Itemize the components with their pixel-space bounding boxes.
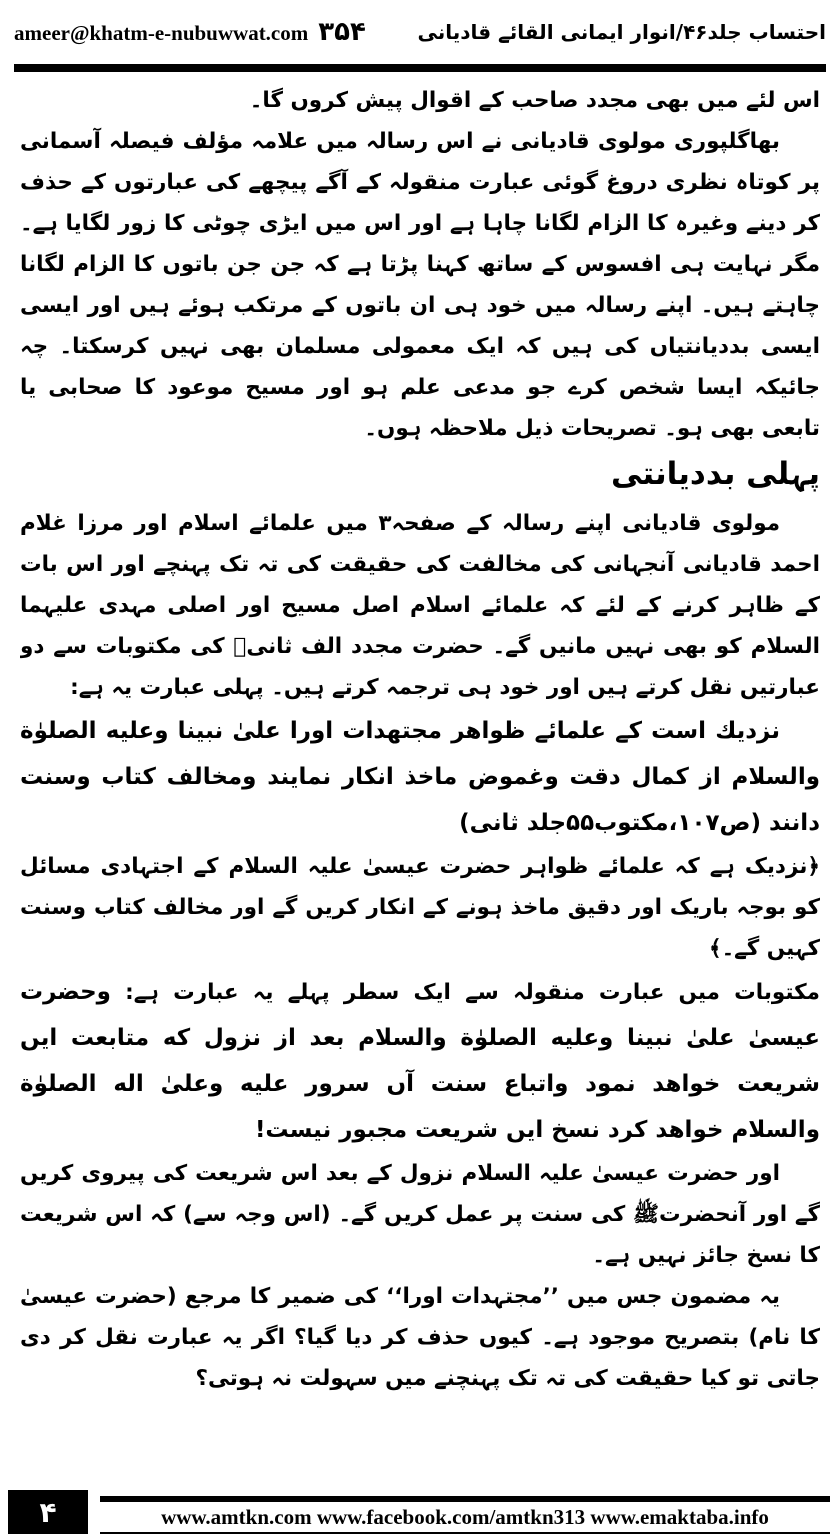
header-left	[14, 17, 366, 47]
header-rule	[14, 64, 826, 72]
paragraph-maktubat-lead: مکتوبات میں عبارت منقولہ سے ایک سطر پہلے یہ عبارت ہے:	[125, 980, 820, 1005]
quoted-passage-1-text: نزدیك است كے علمائے ظواهر مجتهدات اورا علیٰ نبینا وعلیه الصلوٰة والسلام از كمال دقت وغموض ماخذ انكار نمایند ومخالف كتاب وسنت دانند	[20, 718, 820, 836]
header-book-title: احتساب جلد۴۶/انوار ایمانی القائے قادیانی	[417, 20, 826, 44]
header-email[interactable]: ameer@khatm-e-nubuwwat.com	[14, 21, 309, 45]
paragraph-first-dishonesty: مولوی قادیانی اپنے رسالہ کے صفحہ۳ میں علمائے اسلام اور مرزا غلام احمد قادیانی آنجہانی کی مخالفت کی حقیقت کی تہ تک پہنچے اور اس بات کے ظاہر کرنے کے لئے کہ علمائے اسلام اصل مسیح اور اصلی مہدی علیہما السلام کو بھی نہیں مانیں گے۔ حضرت مجدد الف ثانیؒ کی مکتوبات سے دو عبارتیں نقل کرتے ہیں اور خود ہی ترجمہ کرتے ہیں۔ پہلی عبارت یہ ہے:	[20, 511, 820, 700]
footer-page-number: ۴	[8, 1490, 88, 1534]
paragraph-maktubat	[20, 969, 820, 1153]
footer-rule-top	[100, 1496, 830, 1502]
page-header	[14, 4, 826, 60]
quoted-passage-2: وحضرت عیسیٰ علیٰ نبینا وعلیه الصلوٰة والسلام بعد از نزول كه متابعت ایں شریعت خواهد نمود واتباع سنت آں سرور علیه وعلیٰ اله الصلوٰة والسلام خواهد كرد نسخ ایں شریعت مجبور نیست!	[20, 979, 820, 1143]
paragraph-conclusion: یہ مضمون جس میں ’’مجتہدات اورا‘‘ کی ضمیر کا مرجع (حضرت عیسیٰ کا نام) بتصریح موجود ہے۔ کیوں حذف کر دیا گیا؟ اگر یہ عبارت نقل کر دی جاتی تو کیا حقیقت کی تہ تک پہنچنے میں سہولت نہ ہوتی؟	[20, 1284, 820, 1391]
footer-urls[interactable]: www.amtkn.com www.facebook.com/amtkn313 www.emaktaba.info	[161, 1505, 769, 1529]
paragraph-accusation: بھاگلپوری مولوی قادیانی نے اس رسالہ میں علامہ مؤلف فیصلہ آسمانی پر کوتاہ نظری دروغ گوئی عبارت منقولہ کے آگے پیچھے کی عبارتوں کے حذف کر دینے وغیرہ کا الزام لگانا چاہا ہے اور اس میں ایڑی چوٹی کا زور لگایا ہے۔ مگر نہایت ہی افسوس کے ساتھ کہنا پڑتا ہے کہ جن جن باتوں کا الزام لگانا چاہتے ہیں۔ اپنے رسالہ میں خود ہی ان باتوں کے مرتکب ہوئے ہیں اور ایسی ایسی بددیانتیاں کی ہیں کہ ایک معمولی مسلمان بھی نہیں کرسکتا۔ چہ جائیکہ ایسا شخص کرے جو مدعی علم ہو اور مسیح موعود کا صحابی یا تابعی بھی ہو۔ تصریحات ذیل ملاحظہ ہوں۔	[20, 129, 820, 441]
footer-rule-bottom	[100, 1532, 830, 1534]
page-body	[20, 80, 820, 1465]
section-heading: پہلی بددیانتی	[610, 456, 820, 492]
page-footer	[0, 1488, 840, 1540]
translation-2: اور حضرت عیسیٰ علیہ السلام نزول کے بعد اس شریعت کی پیروی کریں گے اور آنحضرتﷺ کی سنت پر عمل کریں گے۔ (اس وجہ سے) کہ اس شریعت کا نسخ جائز نہیں ہے۔	[20, 1161, 820, 1268]
quoted-passage-1	[20, 708, 820, 846]
quoted-passage-1-reference: (ص۱۰۷،مکتوب۵۵جلد ثانی)	[459, 810, 761, 836]
paragraph-intro: اس لئے میں بھی مجدد صاحب کے اقوال پیش کروں گا۔	[249, 88, 820, 113]
translation-1: ﴿نزدیک ہے کہ علمائے ظواہر حضرت عیسیٰ علیہ السلام کے اجتہادی مسائل کو بوجہ باریک اور دقیق ماخذ ہونے کے انکار کریں گے اور مخالف کتاب وسنت کہیں گے۔﴾	[20, 854, 820, 961]
header-page-number: ۳۵۴	[318, 17, 366, 47]
